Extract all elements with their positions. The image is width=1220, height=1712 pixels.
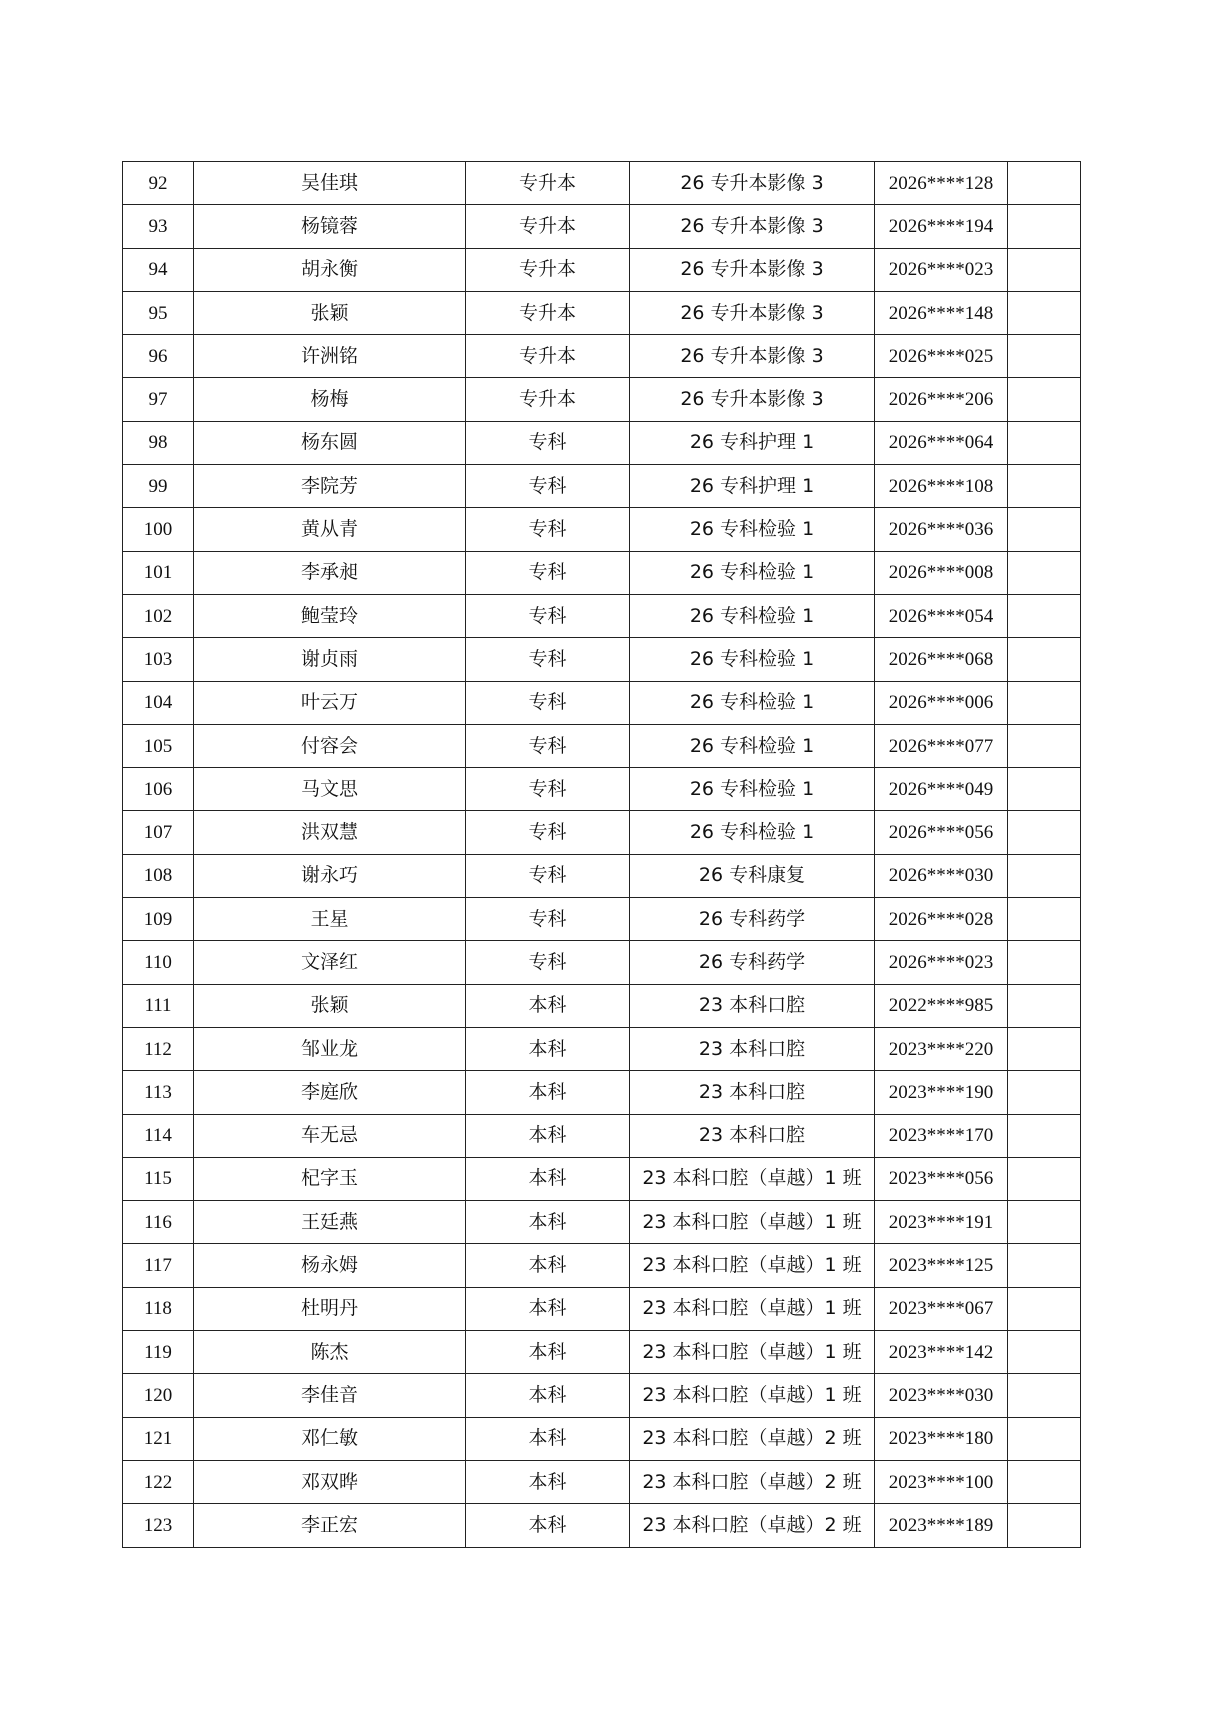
row-number-cell: 113 [123,1071,194,1114]
class-name-cell: 23 本科口腔（卓越）2 班 [630,1504,875,1547]
student-id-cell: 2026****028 [875,898,1008,941]
row-number-cell: 102 [123,594,194,637]
student-name-cell: 王廷燕 [194,1201,466,1244]
student-name-cell: 吴佳琪 [194,162,466,205]
row-number-cell: 103 [123,638,194,681]
education-level-cell: 专科 [466,465,630,508]
education-level-cell: 本科 [466,1201,630,1244]
student-id-cell: 2026****006 [875,681,1008,724]
class-name-cell: 23 本科口腔（卓越）1 班 [630,1331,875,1374]
row-number-cell: 92 [123,162,194,205]
student-name-cell: 叶云万 [194,681,466,724]
student-id-cell: 2026****023 [875,941,1008,984]
student-name-cell: 王星 [194,898,466,941]
remarks-cell [1008,724,1081,767]
student-name-cell: 张颖 [194,984,466,1027]
table-row [123,898,1081,941]
row-number-cell: 120 [123,1374,194,1417]
table-row [123,724,1081,767]
table-row [123,291,1081,334]
education-level-cell: 本科 [466,1460,630,1503]
row-number-cell: 95 [123,291,194,334]
student-name-cell: 张颖 [194,291,466,334]
row-number-cell: 107 [123,811,194,854]
table-row [123,768,1081,811]
student-id-cell: 2026****056 [875,811,1008,854]
student-roster-table [122,161,1081,1548]
table-row [123,378,1081,421]
student-id-cell: 2026****036 [875,508,1008,551]
student-name-cell: 杨梅 [194,378,466,421]
table-row [123,465,1081,508]
table-row [123,1071,1081,1114]
row-number-cell: 94 [123,248,194,291]
remarks-cell [1008,1460,1081,1503]
student-id-cell: 2023****100 [875,1460,1008,1503]
table-row [123,1287,1081,1330]
row-number-cell: 109 [123,898,194,941]
class-name-cell: 23 本科口腔 [630,1027,875,1070]
row-number-cell: 111 [123,984,194,1027]
student-id-cell: 2023****125 [875,1244,1008,1287]
remarks-cell [1008,681,1081,724]
class-name-cell: 26 专科检验 1 [630,638,875,681]
student-name-cell: 杜明丹 [194,1287,466,1330]
remarks-cell [1008,465,1081,508]
student-id-cell: 2026****064 [875,421,1008,464]
class-name-cell: 23 本科口腔（卓越）1 班 [630,1287,875,1330]
education-level-cell: 专科 [466,421,630,464]
row-number-cell: 99 [123,465,194,508]
remarks-cell [1008,1071,1081,1114]
class-name-cell: 26 专科检验 1 [630,594,875,637]
education-level-cell: 本科 [466,1157,630,1200]
education-level-cell: 专升本 [466,291,630,334]
student-name-cell: 邓双晔 [194,1460,466,1503]
education-level-cell: 本科 [466,1027,630,1070]
student-id-cell: 2023****170 [875,1114,1008,1157]
student-id-cell: 2023****030 [875,1374,1008,1417]
table-row [123,205,1081,248]
education-level-cell: 专科 [466,638,630,681]
student-id-cell: 2022****985 [875,984,1008,1027]
remarks-cell [1008,551,1081,594]
student-name-cell: 杨永姆 [194,1244,466,1287]
remarks-cell [1008,205,1081,248]
education-level-cell: 专升本 [466,335,630,378]
student-id-cell: 2026****128 [875,162,1008,205]
table-row [123,854,1081,897]
remarks-cell [1008,594,1081,637]
class-name-cell: 26 专升本影像 3 [630,378,875,421]
table-row [123,1504,1081,1547]
education-level-cell: 本科 [466,1417,630,1460]
remarks-cell [1008,1157,1081,1200]
remarks-cell [1008,854,1081,897]
student-name-cell: 邹业龙 [194,1027,466,1070]
student-id-cell: 2026****206 [875,378,1008,421]
education-level-cell: 专科 [466,941,630,984]
row-number-cell: 119 [123,1331,194,1374]
row-number-cell: 121 [123,1417,194,1460]
student-id-cell: 2023****142 [875,1331,1008,1374]
class-name-cell: 26 专科检验 1 [630,551,875,594]
table-row [123,1460,1081,1503]
row-number-cell: 118 [123,1287,194,1330]
student-name-cell: 李佳音 [194,1374,466,1417]
class-name-cell: 23 本科口腔（卓越）1 班 [630,1157,875,1200]
remarks-cell [1008,335,1081,378]
student-id-cell: 2026****194 [875,205,1008,248]
class-name-cell: 26 专科药学 [630,941,875,984]
table-row [123,638,1081,681]
row-number-cell: 98 [123,421,194,464]
education-level-cell: 专升本 [466,248,630,291]
row-number-cell: 104 [123,681,194,724]
class-name-cell: 23 本科口腔（卓越）1 班 [630,1374,875,1417]
student-name-cell: 李正宏 [194,1504,466,1547]
student-name-cell: 文泽红 [194,941,466,984]
row-number-cell: 93 [123,205,194,248]
education-level-cell: 本科 [466,1071,630,1114]
roster-body [123,162,1081,1548]
student-name-cell: 黄从青 [194,508,466,551]
remarks-cell [1008,1114,1081,1157]
student-name-cell: 车无忌 [194,1114,466,1157]
row-number-cell: 116 [123,1201,194,1244]
education-level-cell: 专科 [466,898,630,941]
student-name-cell: 付容会 [194,724,466,767]
remarks-cell [1008,638,1081,681]
table-row [123,1244,1081,1287]
row-number-cell: 97 [123,378,194,421]
class-name-cell: 26 专科康复 [630,854,875,897]
class-name-cell: 26 专科检验 1 [630,811,875,854]
student-name-cell: 杞字玉 [194,1157,466,1200]
education-level-cell: 本科 [466,1331,630,1374]
table-row [123,1114,1081,1157]
class-name-cell: 23 本科口腔 [630,1114,875,1157]
remarks-cell [1008,421,1081,464]
student-id-cell: 2026****030 [875,854,1008,897]
class-name-cell: 23 本科口腔（卓越）1 班 [630,1244,875,1287]
class-name-cell: 26 专科检验 1 [630,768,875,811]
education-level-cell: 专科 [466,594,630,637]
student-name-cell: 马文思 [194,768,466,811]
remarks-cell [1008,1504,1081,1547]
education-level-cell: 专科 [466,508,630,551]
student-name-cell: 邓仁敏 [194,1417,466,1460]
table-row [123,941,1081,984]
student-name-cell: 李庭欣 [194,1071,466,1114]
class-name-cell: 26 专科检验 1 [630,681,875,724]
education-level-cell: 本科 [466,1287,630,1330]
remarks-cell [1008,162,1081,205]
student-name-cell: 许洲铭 [194,335,466,378]
education-level-cell: 专科 [466,768,630,811]
remarks-cell [1008,941,1081,984]
row-number-cell: 100 [123,508,194,551]
student-name-cell: 鲍莹玲 [194,594,466,637]
remarks-cell [1008,1417,1081,1460]
student-id-cell: 2023****067 [875,1287,1008,1330]
remarks-cell [1008,1374,1081,1417]
student-id-cell: 2023****190 [875,1071,1008,1114]
row-number-cell: 101 [123,551,194,594]
row-number-cell: 106 [123,768,194,811]
education-level-cell: 专科 [466,811,630,854]
class-name-cell: 26 专升本影像 3 [630,162,875,205]
class-name-cell: 26 专科药学 [630,898,875,941]
row-number-cell: 122 [123,1460,194,1503]
student-id-cell: 2026****054 [875,594,1008,637]
table-row [123,162,1081,205]
student-name-cell: 谢永巧 [194,854,466,897]
table-row [123,1201,1081,1244]
table-row [123,421,1081,464]
student-id-cell: 2026****049 [875,768,1008,811]
class-name-cell: 23 本科口腔 [630,1071,875,1114]
class-name-cell: 26 专升本影像 3 [630,248,875,291]
row-number-cell: 108 [123,854,194,897]
class-name-cell: 26 专科检验 1 [630,724,875,767]
remarks-cell [1008,984,1081,1027]
remarks-cell [1008,1201,1081,1244]
student-id-cell: 2026****068 [875,638,1008,681]
student-id-cell: 2023****191 [875,1201,1008,1244]
table-row [123,984,1081,1027]
student-id-cell: 2023****189 [875,1504,1008,1547]
student-id-cell: 2023****056 [875,1157,1008,1200]
student-id-cell: 2026****148 [875,291,1008,334]
table-row [123,681,1081,724]
student-id-cell: 2026****023 [875,248,1008,291]
education-level-cell: 专升本 [466,205,630,248]
student-name-cell: 杨镜蓉 [194,205,466,248]
class-name-cell: 26 专科检验 1 [630,508,875,551]
remarks-cell [1008,1331,1081,1374]
table-row [123,1157,1081,1200]
student-id-cell: 2026****108 [875,465,1008,508]
class-name-cell: 26 专科护理 1 [630,465,875,508]
class-name-cell: 26 专升本影像 3 [630,291,875,334]
education-level-cell: 本科 [466,1244,630,1287]
education-level-cell: 本科 [466,984,630,1027]
row-number-cell: 115 [123,1157,194,1200]
education-level-cell: 专升本 [466,378,630,421]
remarks-cell [1008,378,1081,421]
remarks-cell [1008,768,1081,811]
education-level-cell: 专升本 [466,162,630,205]
table-row [123,1417,1081,1460]
student-name-cell: 李承昶 [194,551,466,594]
class-name-cell: 23 本科口腔（卓越）2 班 [630,1417,875,1460]
row-number-cell: 117 [123,1244,194,1287]
class-name-cell: 23 本科口腔（卓越）1 班 [630,1201,875,1244]
class-name-cell: 23 本科口腔（卓越）2 班 [630,1460,875,1503]
remarks-cell [1008,1244,1081,1287]
class-name-cell: 26 专升本影像 3 [630,205,875,248]
student-name-cell: 洪双慧 [194,811,466,854]
row-number-cell: 110 [123,941,194,984]
class-name-cell: 26 专升本影像 3 [630,335,875,378]
row-number-cell: 105 [123,724,194,767]
remarks-cell [1008,898,1081,941]
remarks-cell [1008,248,1081,291]
table-row [123,551,1081,594]
remarks-cell [1008,811,1081,854]
education-level-cell: 专科 [466,854,630,897]
remarks-cell [1008,1027,1081,1070]
student-name-cell: 谢贞雨 [194,638,466,681]
student-name-cell: 陈杰 [194,1331,466,1374]
student-name-cell: 李院芳 [194,465,466,508]
education-level-cell: 专科 [466,724,630,767]
table-row [123,1027,1081,1070]
table-row [123,248,1081,291]
remarks-cell [1008,1287,1081,1330]
student-id-cell: 2026****077 [875,724,1008,767]
education-level-cell: 本科 [466,1504,630,1547]
table-row [123,1331,1081,1374]
education-level-cell: 本科 [466,1374,630,1417]
row-number-cell: 112 [123,1027,194,1070]
table-row [123,335,1081,378]
class-name-cell: 26 专科护理 1 [630,421,875,464]
education-level-cell: 专科 [466,681,630,724]
table-row [123,508,1081,551]
remarks-cell [1008,508,1081,551]
remarks-cell [1008,291,1081,334]
education-level-cell: 专科 [466,551,630,594]
row-number-cell: 96 [123,335,194,378]
student-name-cell: 杨东圆 [194,421,466,464]
table-row [123,1374,1081,1417]
row-number-cell: 123 [123,1504,194,1547]
row-number-cell: 114 [123,1114,194,1157]
table-row [123,594,1081,637]
class-name-cell: 23 本科口腔 [630,984,875,1027]
student-id-cell: 2026****025 [875,335,1008,378]
student-id-cell: 2023****180 [875,1417,1008,1460]
student-id-cell: 2023****220 [875,1027,1008,1070]
student-id-cell: 2026****008 [875,551,1008,594]
table-row [123,811,1081,854]
education-level-cell: 本科 [466,1114,630,1157]
student-name-cell: 胡永衡 [194,248,466,291]
